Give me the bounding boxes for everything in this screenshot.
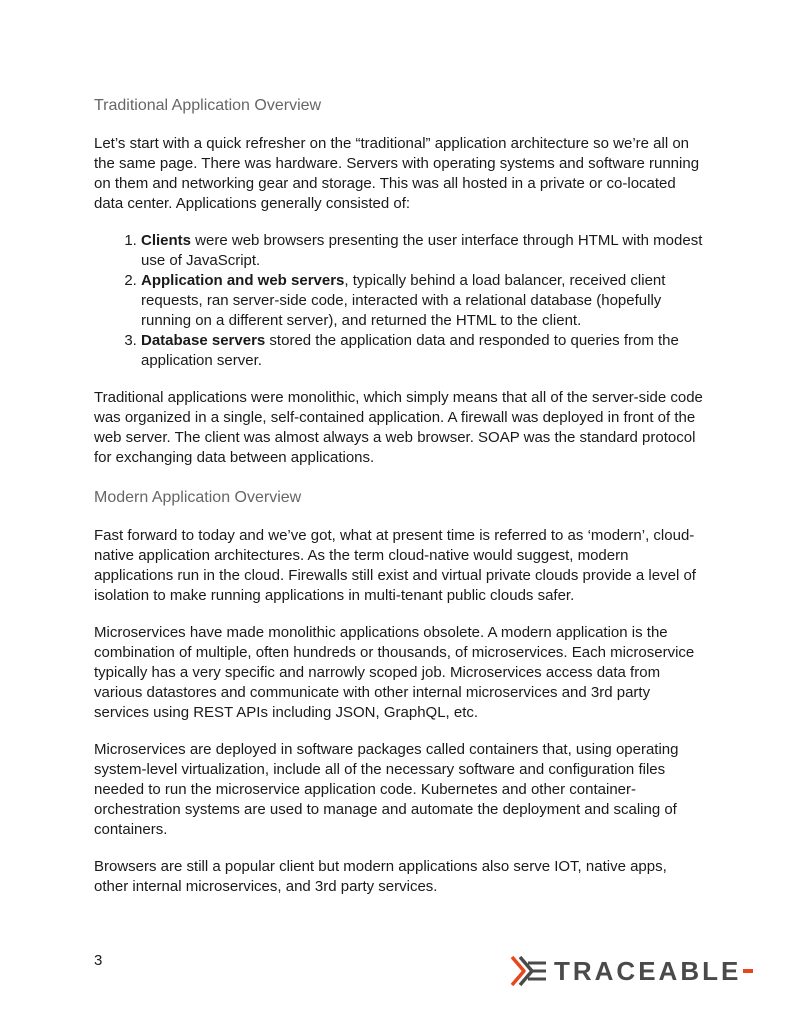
paragraph-cloud-native: Fast forward to today and we’ve got, what at present time is referred to as ‘modern’, cloud-native application architectures. As the term cloud-native would suggest, modern applications run in the cloud. Firewalls still exist and virtual private clouds provide a level of isolation to make running applications in multi-tenant public clouds safer.	[94, 527, 696, 604]
list-item-text: , typically behind a load balancer, received client requests, ran server-side code, interacted with a relational database (hopefully running on a different server), and returned the HTML to the client.	[141, 272, 666, 329]
section-heading-modern: Modern Application Overview	[94, 489, 302, 506]
section-heading-traditional: Traditional Application Overview	[94, 97, 322, 114]
logo-wordmark: TRACEABLE	[554, 955, 742, 986]
page-number: 3	[94, 952, 103, 969]
list-item	[141, 331, 704, 371]
list-item-term: Clients	[141, 232, 192, 249]
list-item-text: were web browsers presenting the user interface through HTML with modest use of JavaScript.	[141, 232, 703, 269]
list-item-text: stored the application data and responded to queries from the application server.	[141, 332, 679, 369]
list-item	[141, 231, 704, 271]
list-item-term: Database servers	[141, 332, 266, 349]
traceable-chevrons-icon	[508, 953, 548, 989]
paragraph-containers: Microservices are deployed in software packages called containers that, using operating system-level virtualization, include all of the necessary software and configuration files needed to run the microservice application code. Kubernetes and other container-orchestration systems are used to manage and automate the deployment and scaling of containers.	[94, 741, 679, 838]
list-item-term: Application and web servers	[141, 272, 345, 289]
paragraph-monolithic: Traditional applications were monolithic, which simply means that all of the server-side code was organized in a single, self-contained application. A firewall was deployed in front of the web server. The client was almost always a web browser. SOAP was the standard protocol for exchanging data between applications.	[94, 389, 703, 466]
traceable-logo	[508, 953, 753, 989]
page-content	[94, 95, 704, 914]
list-item	[141, 271, 704, 331]
paragraph-clients: Browsers are still a popular client but modern applications also serve IOT, native apps, other internal microservices, and 3rd party services.	[94, 858, 667, 895]
logo-accent-dash	[743, 969, 753, 973]
paragraph-microservices: Microservices have made monolithic applications obsolete. A modern application is the combination of multiple, often hundreds or thousands, of microservices. Each microservice typically has a very specific and narrowly scoped job. Microservices access data from various datastores and communicate with other internal microservices and 3rd party services using REST APIs including JSON, GraphQL, etc.	[94, 624, 695, 721]
paragraph-intro: Let’s start with a quick refresher on the “traditional” application architecture so we’re all on the same page. There was hardware. Servers with operating systems and software running on them and networking gear and storage. This was all hosted in a private or co-located data center. Applications generally consisted of:	[94, 135, 700, 212]
components-list	[94, 231, 704, 371]
